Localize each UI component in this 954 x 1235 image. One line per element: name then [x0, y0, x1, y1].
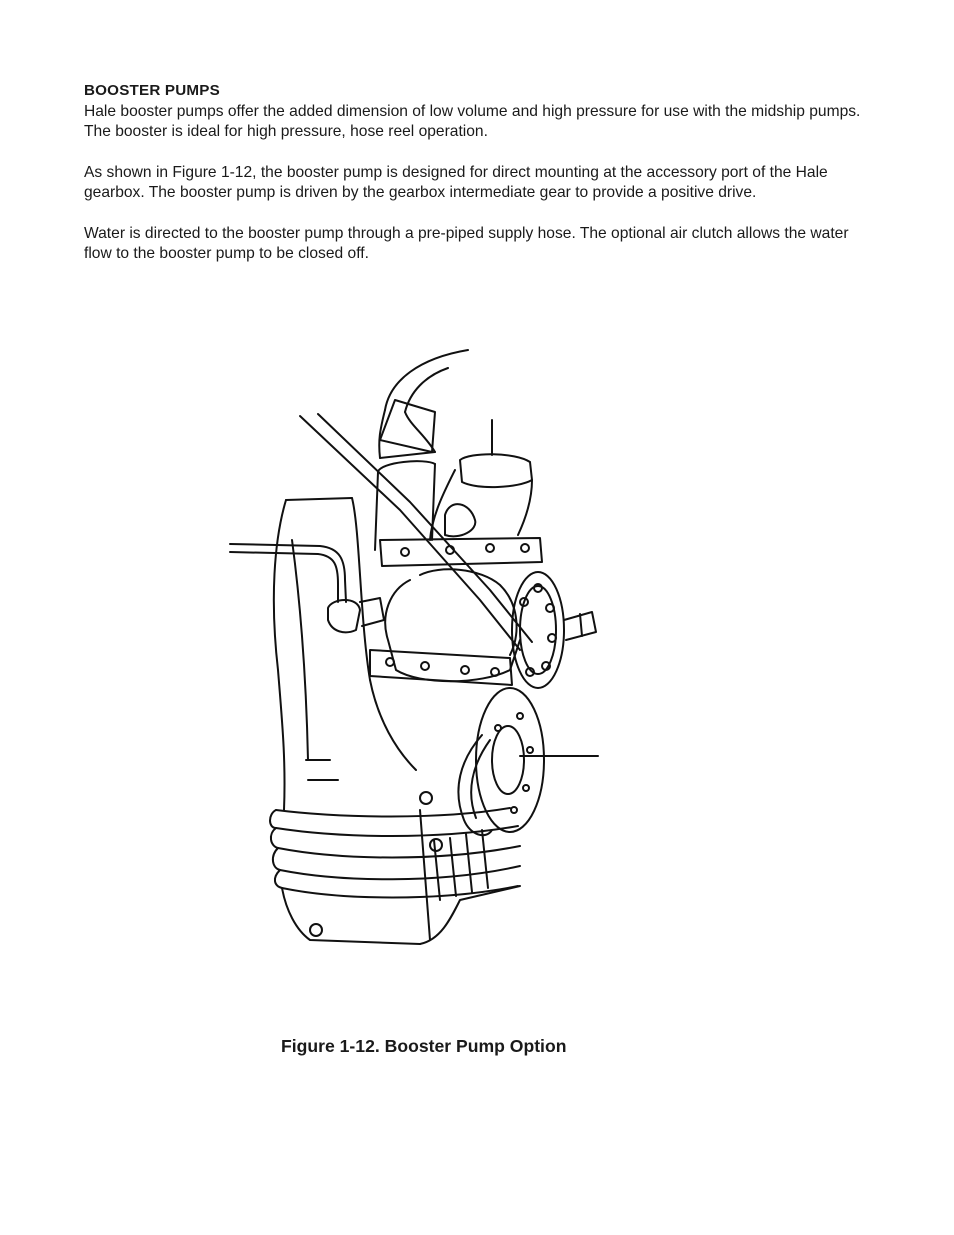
paragraph-intro: Hale booster pumps offer the added dimension of low volume and high pressure for use with the midship pumps. The booster is ideal for high pressure, hose reel operation.: [84, 102, 861, 140]
section-heading: BOOSTER PUMPS: [84, 82, 220, 99]
paragraph-water-supply: Water is directed to the booster pump through a pre-piped supply hose. The optional air clutch allows the water flow to the booster pump to be closed off.: [84, 224, 849, 262]
paragraph-mounting: As shown in Figure 1-12, the booster pump is designed for direct mounting at the accessory port of the Hale gearbox. The booster pump is driven by the gearbox intermediate gear to provide a positive drive.: [84, 163, 828, 201]
section-booster-pumps: [84, 81, 864, 285]
booster-pump-illustration: [220, 340, 610, 950]
figure-caption: Figure 1-12. Booster Pump Option: [281, 1036, 567, 1056]
